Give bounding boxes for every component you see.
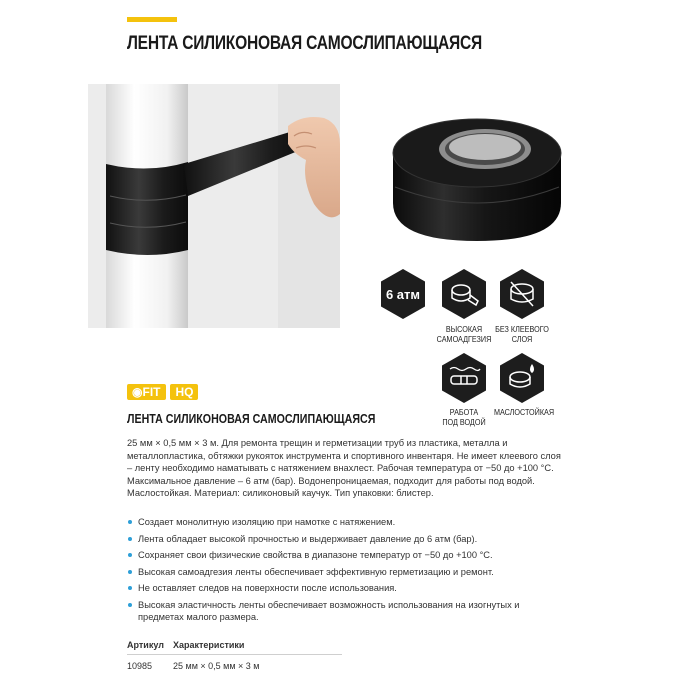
self-adhesion-caption: ВЫСОКАЯ САМОАДГЕЗИЯ <box>436 324 492 344</box>
self-adhesion-badge <box>441 268 487 320</box>
no-glue-badge <box>499 268 545 320</box>
fit-logo: ◉FIT <box>127 384 166 400</box>
spec-table-header <box>127 640 342 655</box>
header-article: Артикул <box>127 640 164 650</box>
feature-list <box>127 516 567 628</box>
feature-item: Высокая самоадгезия ленты обеспечивает эффективную герметизацию и ремонт. <box>127 566 567 578</box>
hexagon-icon <box>380 268 426 320</box>
pressure-label: 6 атм <box>385 287 421 302</box>
pressure-6atm-badge <box>380 268 426 320</box>
hq-logo: HQ <box>170 384 198 400</box>
feature-item: Не оставляет следов на поверхности после использования. <box>127 582 567 594</box>
title-accent-bar <box>127 17 177 22</box>
underwater-caption: РАБОТА ПОД ВОДОЙ <box>442 407 486 427</box>
oil-resistant-badge <box>499 352 545 404</box>
feature-item: Сохраняет свои физические свойства в диапазоне температур от −50 до +100 °С. <box>127 549 567 561</box>
feature-item: Лента обладает высокой прочностью и выдерживает давление до 6 атм (бар). <box>127 533 567 545</box>
cell-article: 10985 <box>127 661 153 671</box>
feature-item: Высокая эластичность ленты обеспечивает возможность использования на изогнутых и предметах малого размера. <box>127 599 567 623</box>
cell-specs: 25 мм × 0,5 мм × 3 м <box>173 661 260 671</box>
page-title: ЛЕНТА СИЛИКОНОВАЯ САМОСЛИПАЮЩАЯСЯ <box>127 33 482 54</box>
no-glue-caption: БЕЗ КЛЕЕВОГО СЛОЯ <box>495 324 549 344</box>
brand-logos <box>127 384 198 400</box>
no-glue-icon <box>499 268 545 320</box>
table-row <box>127 655 342 671</box>
product-subtitle: ЛЕНТА СИЛИКОНОВАЯ САМОСЛИПАЮЩАЯСЯ <box>127 411 376 426</box>
tape-roll-image <box>385 115 570 245</box>
underwater-icon <box>441 352 487 404</box>
product-usage-photo <box>88 84 340 328</box>
feature-item: Создает монолитную изоляцию при намотке с натяжением. <box>127 516 567 528</box>
oil-resistant-icon <box>499 352 545 404</box>
spec-table <box>127 640 342 671</box>
header-specs: Характеристики <box>173 640 245 650</box>
oil-resistant-caption: МАСЛОСТОЙКАЯ <box>493 407 555 417</box>
underwater-badge <box>441 352 487 404</box>
self-adhesion-icon <box>441 268 487 320</box>
product-description: 25 мм × 0,5 мм × 3 м. Для ремонта трещин и герметизации труб из пластика, металла и металлопластика, обтяжки рукояток инструмента и спортивного инвентаря. Не имеет клеевого слоя – ленту необходимо наматывать с натяжением внахлест. Рабочая температура от −50 до +100 °С. Максимальное давление – 6 атм (бар). Водонепроницаемая, подходит для работы под водой. Маслостойкая. Материал: силиконовый каучук. Тип упаковки: блистер. <box>127 438 561 499</box>
